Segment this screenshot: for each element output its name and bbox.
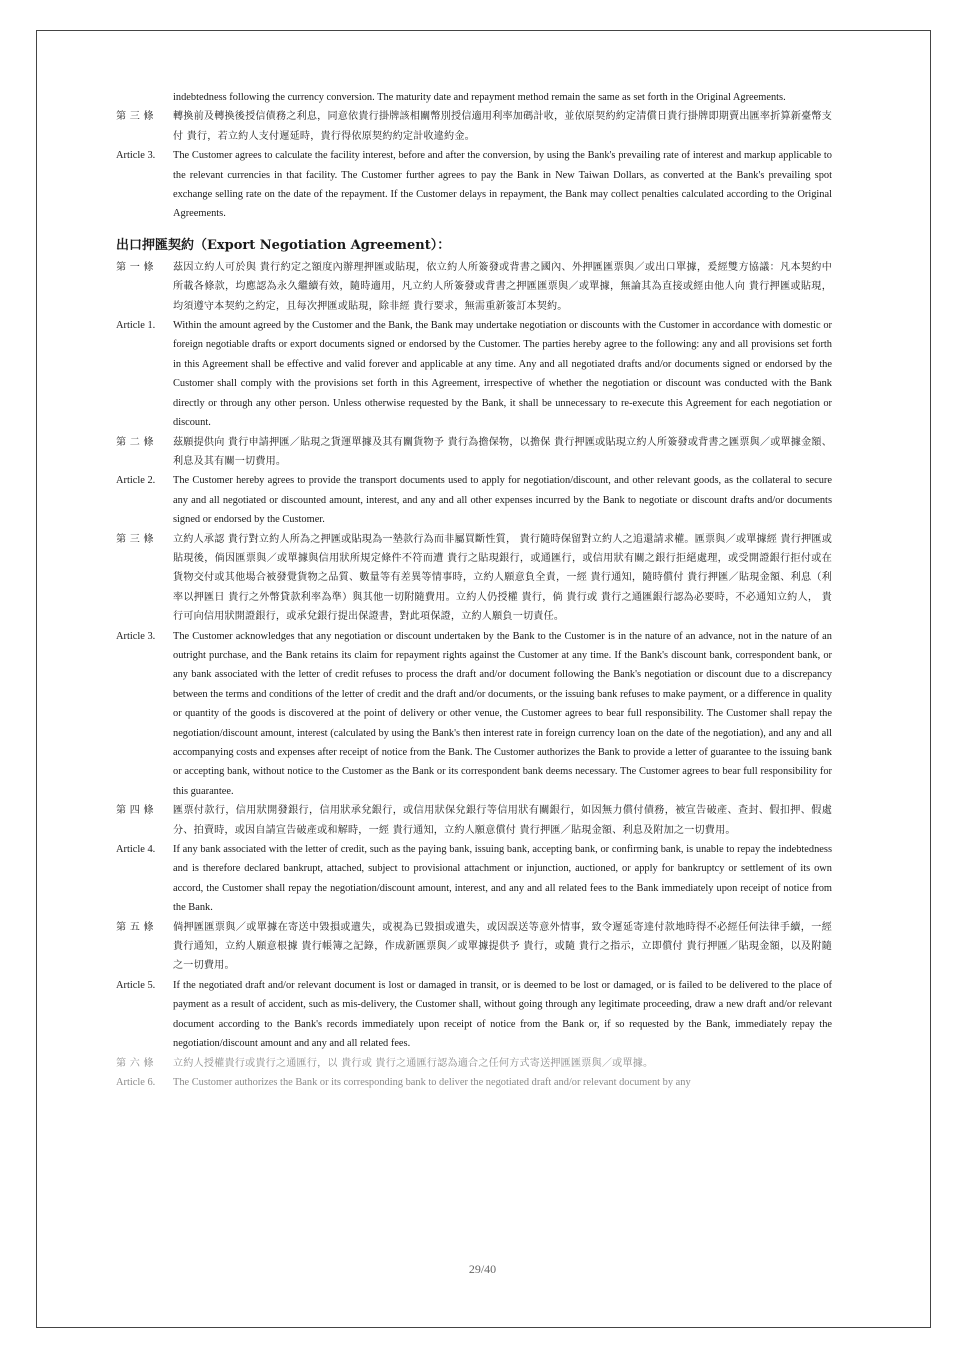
article-label: Article 2. [116, 475, 156, 487]
section-title: 出口押匯契約（Export Negotiation Agreement）： [116, 237, 451, 253]
article-5-en [116, 976, 832, 1054]
article-1-en [116, 316, 832, 432]
article-label: 第 六 條 [116, 1057, 154, 1069]
article-text: 立約人承認 貴行對立約人所為之押匯或貼現為一墊款行為而非屬買斷性質， 貴行隨時保留對立約人之追還請求權。匯票與／或單據經 貴行押匯或貼現後，倘因匯票與／或單據與信用狀所規定條件不符而遭 貴行之貼現銀行，或通匯行，或信用狀有關之銀行拒絕處理，或受開證銀行拒付或在貨物交付或其他場合被發覺貨物之品質、數量等有差異等情事時，立約人願意負全責，一經 貴行通知，隨時償付 貴行押匯／貼現金額、利息（利率以押匯日 貴行之外幣貸款利率為準）與其他一切附隨費用。立約人仍授權 貴行，倘 貴行或 貴行之通匯銀行認為必要時，不必通知立約人， 貴行可向信用狀開證銀行，或承兌銀行提出保證書，對此項保證，立約人願負一切責任。 [173, 533, 832, 623]
article-text: 匯票付款行，信用狀開發銀行，信用狀承兌銀行，或信用狀保兌銀行等信用狀有關銀行，如因無力償付債務，被宣告破產、查封、假扣押、假處分、拍賣時，或因自請宣告破產或和解時，一經 貴行通知，立約人願意償付 貴行押匯／貼現金額、利息及附加之一切費用。 [173, 805, 832, 836]
article-label: Article 4. [116, 844, 156, 856]
article-label: Article 1. [116, 320, 156, 332]
article-3-zh [116, 530, 832, 627]
article-label: 第 五 條 [116, 921, 154, 933]
article-label: Article 3. [116, 150, 156, 162]
article-text: 轉換前及轉換後授信債務之利息，同意依貴行掛牌該相關幣別授信適用利率加碼計收，並依原契約約定清償日貴行掛牌即期賣出匯率折算新臺幣支付 貴行，若立約人支付遲延時，貴行得依原契約約定計收違約金。 [173, 111, 832, 142]
article-4-zh [116, 801, 832, 840]
intro-continuation: indebtedness following the currency conversion. The maturity date and repayment method remain the same as set forth in the Original Agreements. [173, 92, 786, 103]
article-text: The Customer hereby agrees to provide the transport documents used to apply for negotiation/discount, and other relevant goods, as the collateral to secure any and all negotiated or discounted amount, interest, and any and all other expenses incurred by the Bank to negotiate or discount drafts and/or documents signed or endorsed by the Customer. [173, 475, 832, 526]
article-label: Article 3. [116, 630, 156, 642]
article-3-en [116, 627, 832, 802]
article-label: Article 6. [116, 1076, 156, 1088]
article-2-en [116, 471, 832, 529]
article-label: Article 5. [116, 979, 156, 991]
article-text: The Customer agrees to calculate the facility interest, before and after the conversion, by using the Bank's prevailing rate of interest and markup applicable to the relevant currencies in that facility. The Customer further agrees to pay the Bank in New Taiwan Dollars, as converted at the Bank's prevailing spot exchange selling rate on the date of the repayment. If the Customer delays in repayment, the Bank may collect penalties calculated according to the Original Agreements. [173, 150, 832, 220]
article-label: 第 三 條 [116, 533, 154, 545]
document-body [116, 88, 832, 1092]
article-label: 第 三 條 [116, 111, 154, 123]
article-text: Within the amount agreed by the Customer and the Bank, the Bank may undertake negotiation or discounts with the Customer in accordance with domestic or foreign negotiable drafts or export documents signed or endorsed by the Customer. The parties hereby agree to the following: any and all provisions set forth in this Agreement shall be effective and valid forever and applicable at any time. Any and all negotiated drafts and/or documents signed or endorsed by the Customer shall comply with the provisions set forth in this Agreement, irrespective of whether the negotiation or discount was conducted with the Bank directly or through any other person. Unless otherwise requested by the Bank, it shall be unnecessary to re-execute this Agreement for each negotiation or discount. [173, 320, 832, 429]
article-text: If any bank associated with the letter of credit, such as the paying bank, issuing bank, accepting bank, or confirming bank, is unable to repay the indebtedness and is therefore declared bankrupt, attached, subject to provisional attachment or injunction, auctioned, or apply for bankruptcy or settlement of its own accord, the Customer shall repay the negotiation/discount amount, interest, and any and all related fees to the Bank immediately upon receipt of notice from the Bank. [173, 844, 832, 914]
article-text: 立約人授權貴行或貴行之通匯行，以 貴行或 貴行之通匯行認為適合之任何方式寄送押匯匯票與／或單據。 [173, 1057, 654, 1069]
article-6-zh [116, 1054, 832, 1073]
prev-article-3-zh [116, 107, 832, 146]
article-label: 第 一 條 [116, 261, 154, 273]
article-2-zh [116, 433, 832, 472]
article-text: 茲因立約人可於與 貴行約定之額度內辦理押匯或貼現，依立約人所簽發或背書之國內、外押匯匯票與／或出口單據，爰經雙方協議：凡本契約中所載各條款，均應認為永久繼續有效，隨時適用，凡立約人所簽發或背書之押匯匯票與／或單據，無論其為直接或經由他人向 貴行押匯或貼現，均須遵守本契約之約定，且每次押匯或貼現，除非經 貴行要求，無需重新簽訂本契約。 [173, 261, 832, 312]
article-1-zh [116, 258, 832, 316]
article-5-zh [116, 918, 832, 976]
article-text: If the negotiated draft and/or relevant document is lost or damaged in transit, or is deemed to be lost or damaged, or is failed to be delivered to the place of payment as a result of accident, such as mis-delivery, the Customer shall, without going through any legitimate proceeding, draw a new draft and/or relevant document according to the Bank's records immediately upon receipt of notice from the Bank or, if so requested by the Bank, immediately repay the negotiation/discount amount and any and all related fees. [173, 979, 832, 1050]
article-text: The Customer acknowledges that any negotiation or discount undertaken by the Bank to the Customer is in the nature of an advance, not in the nature of an outright purchase, and the Bank retains its claim for repayment rights against the Customer at any time. If the Bank's discount bank, correspondent bank, or any bank associated with the letter of credit refuses to process the draft and/or document following the Bank's negotiation or discount due to a discrepancy between the terms and conditions of the letter of credit and the draft and/or documents, or the issuing bank refuses to make payment, or a difference in quality or quantity of the goods is discovered at the point of delivery or other venue, the Customer agrees to bear full responsibility. The Customer shall repay the negotiation/discount amount, interest (calculated by using the Bank's then interest rate in foreign currency loan on the date of the negotiation), and any and all accompanying costs and expenses after receipt of notice from the Bank. The Customer authorizes the Bank to provide a letter of guarantee to the issuing bank or accepting bank, without notice to the Customer as the Bank or its correspondent bank deems necessary. The Customer agrees to bear full responsibility for this guarantee. [173, 630, 832, 797]
article-6-en [116, 1073, 832, 1092]
article-text: 倘押匯匯票與／或單據在寄送中毀損或遺失，或視為已毀損或遺失，或因誤送等意外情事，致令遲延寄達付款地時得不必經任何法律手續，一經 貴行通知，立約人願意根據 貴行帳簿之記錄，作成新匯票與／或單據提供予 貴行，或隨 貴行之指示，立即償付 貴行押匯／貼現金額，以及附隨之一切費用。 [173, 921, 832, 972]
page-number: 29/40 [468, 1262, 497, 1276]
article-4-en [116, 840, 832, 918]
article-label: 第 四 條 [116, 805, 154, 817]
article-text: 茲願提供向 貴行申請押匯／貼現之貨運單據及其有關貨物予 貴行為擔保物，以擔保 貴行押匯或貼現立約人所簽發或背書之匯票與／或單據金額、利息及其有關一切費用。 [173, 436, 832, 467]
prev-article-3-en [116, 146, 832, 224]
article-text: The Customer authorizes the Bank or its corresponding bank to deliver the negotiated draft and/or relevant document by any [173, 1076, 691, 1088]
article-label: 第 二 條 [116, 436, 154, 448]
